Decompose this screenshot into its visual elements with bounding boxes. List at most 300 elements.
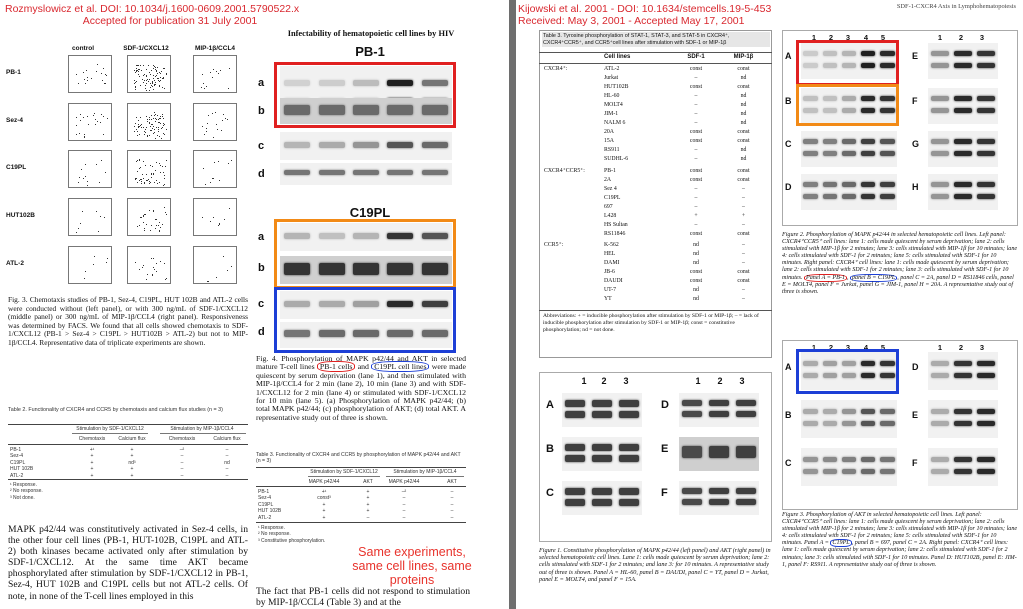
facs-dot: [154, 129, 155, 130]
facs-dot: [97, 121, 98, 122]
blot-band: [682, 411, 702, 417]
facs-plot: [68, 55, 112, 93]
blot-band: [592, 488, 612, 495]
left-table3-value: +: [322, 508, 326, 515]
figure3-panel-letter: B: [785, 410, 792, 420]
stat-table-mip-value: const: [737, 138, 750, 144]
left-table3-title: Table 3. Functionality of CXCR4 and CCR5 by phosphorylation of MAPK p42/44 and AKT (n = 3): [256, 452, 461, 465]
facs-dot: [144, 74, 145, 75]
facs-dot: [136, 129, 137, 130]
left-table3-value: –: [450, 501, 454, 508]
facs-plot: [193, 150, 237, 188]
facs-dot: [146, 83, 147, 84]
fig4-lane-letter: a: [258, 231, 265, 243]
facs-dot: [146, 69, 147, 70]
facs-dot: [155, 76, 156, 77]
facs-dot: [103, 68, 104, 69]
left-table3-value: +: [366, 495, 370, 502]
facs-dot: [156, 180, 157, 181]
facs-dot: [202, 126, 203, 127]
blot-band: [861, 457, 876, 462]
table2-cell-line: HUT 102B: [10, 466, 34, 473]
blot-band: [977, 63, 995, 68]
highlight-blue-c19pl-akt: [274, 287, 456, 353]
blot-band: [709, 446, 729, 458]
facs-plot: [68, 246, 112, 284]
blot-band: [353, 170, 379, 175]
facs-dot: [137, 135, 138, 136]
facs-dot: [156, 162, 157, 163]
blot-band: [861, 409, 876, 414]
facs-dot: [96, 71, 97, 72]
blot-band: [954, 139, 972, 144]
blot-band: [931, 51, 949, 56]
blot-band: [565, 400, 585, 407]
facs-dot: [144, 183, 145, 184]
stat-table-cell-line: JB-6: [604, 269, 615, 275]
facs-dot: [153, 173, 154, 174]
stat-table-header-sdf: SDF-1: [687, 54, 705, 60]
figure3-blot: [801, 448, 897, 486]
fig4-caption: [256, 355, 466, 422]
figure3-caption-lead: Figure 3. Phosphorylation of AKT in selected hematopoietic cell lines. Left panel: CXCR4⁺CCR5⁺ cell lines: lane 1: cells made quiescent by serum deprivation; lane 2: cells stimulated with MIP-1β for 2 minutes; lane 3: cells stimulated with MIP-1β for 10 minutes; lane 4: cells stimulated with SDF-1 for 2 minutes; lane 5: cells stimulated with SDF-1 for 10 minutes. Panel A =: [782, 512, 1018, 547]
facs-dot: [216, 124, 217, 125]
table2-value: –: [180, 466, 184, 473]
facs-dot: [154, 80, 155, 81]
facs-row-label: Sez-4: [6, 117, 23, 124]
stat-table-mip-value: –: [742, 260, 745, 266]
blot-band: [682, 488, 702, 494]
facs-dot: [105, 172, 106, 173]
facs-dot: [203, 83, 204, 84]
left-table3-cell-line: C19PL: [258, 501, 274, 508]
blot-band: [880, 409, 895, 414]
facs-dot: [231, 160, 232, 161]
stat-table-sdf-value: nd: [693, 296, 699, 302]
left-citation: Rozmyslowicz et al. DOI: 10.1034/j.1600-0609.2001.5790522.x: [5, 3, 300, 15]
facs-dot: [156, 271, 157, 272]
facs-dot: [228, 88, 229, 89]
blot-band: [880, 194, 895, 199]
facs-dot: [149, 72, 150, 73]
figure3-lane-number: 2: [958, 343, 964, 352]
figure2-lane-number: 4: [863, 33, 869, 42]
blot-band: [619, 400, 639, 407]
facs-dot: [136, 161, 137, 162]
blot-band: [861, 182, 876, 187]
blot-band: [592, 455, 612, 462]
table2-value: –: [225, 472, 229, 479]
blot-band: [387, 170, 413, 175]
facs-dot: [219, 223, 220, 224]
facs-dot: [162, 87, 163, 88]
stat-table-mip-value: const: [737, 66, 750, 72]
table2-cell-line: PB-1: [10, 447, 22, 453]
facs-dot: [155, 138, 156, 139]
figure3-lane-number: 1: [937, 343, 943, 352]
blot-band: [284, 170, 310, 175]
blot-band: [592, 499, 612, 506]
facs-dot: [97, 64, 98, 65]
facs-dot: [87, 185, 88, 186]
stat-table-cell-line: C19PL: [604, 194, 621, 201]
facs-dot: [153, 126, 154, 127]
facs-dot: [137, 226, 138, 227]
facs-dot: [76, 117, 77, 118]
facs-dot: [146, 127, 147, 128]
facs-dot: [87, 116, 88, 117]
stat-table-cell-line: PB-1: [604, 167, 616, 174]
facs-dot: [135, 82, 136, 83]
left-table3-footnote: ¹ Response.: [258, 525, 285, 531]
figure2-caption-lead: Figure 2. Phosphorylation of MAPK p42/44 in selected hematopoietic cell lines. Left panel: CXCR4⁺CCR5⁺ cell lines: lane 1: cells made quiescent by serum deprivation; lane 2: cells stimulated with MIP-1β for 2 minutes; lane 3: cells stimulated with MIP-1β for 10 minutes; lane 4: cells stimulated with SDF-1 for 2 minutes; lane 5: cells stimulated with SDF-1 for 10 minutes. Right panel: CXCR4⁺ cell lines: lane 1: cells made quiescent by serum deprivation; lane 2: cells stimulated with SDF-1 for 2 minutes; lane 3: cells stimulated with SDF-1 for 10 minutes.: [782, 232, 1018, 281]
facs-dot: [159, 182, 160, 183]
stat-table-cell-line: ATL-2: [604, 66, 620, 72]
blot-band: [803, 457, 818, 462]
blot-band: [931, 373, 949, 378]
table2-subheader: Calcium flux: [118, 436, 146, 442]
oval-fig2-panel-a: Panel A = PB-1: [806, 274, 845, 281]
facs-dot: [156, 219, 157, 220]
oval-pb1-cells: PB-1 cells: [317, 361, 356, 372]
facs-dot: [214, 162, 215, 163]
facs-dot: [210, 221, 211, 222]
facs-dot: [162, 114, 163, 115]
facs-dot: [153, 118, 154, 119]
blot-band: [954, 361, 972, 366]
blot-band: [842, 151, 857, 156]
blot-band: [709, 400, 729, 406]
facs-dot: [141, 124, 142, 125]
facs-dot: [84, 137, 85, 138]
stat-table-sdf-value: nd: [693, 251, 699, 257]
facs-dot: [142, 174, 143, 175]
figure3-lane-number: 4: [863, 343, 869, 352]
figure3-blot: [928, 448, 998, 486]
facs-dot: [151, 174, 152, 175]
stat-table-sdf-value: –: [694, 221, 698, 228]
left-table3-footnote: ³ Constitutive phosphorylation.: [258, 537, 326, 544]
stat-table-mip-value: –: [742, 287, 745, 293]
facs-row-label: ATL-2: [6, 260, 24, 267]
facs-dot: [166, 129, 167, 130]
right-citation: Kijowski et al. 2001 - DOI: 10.1634/stemcells.19-5-453: [518, 3, 772, 15]
facs-dot: [143, 75, 144, 76]
facs-dot: [210, 182, 211, 183]
stat-table-mip-value: const: [737, 84, 750, 90]
facs-dot: [137, 65, 138, 66]
stat-table-sdf-value: const: [689, 138, 703, 144]
stat-table-mip-value: const: [737, 129, 750, 135]
facs-dot: [157, 135, 158, 136]
facs-dot: [84, 79, 85, 80]
fig4-caption-and: and: [357, 362, 369, 372]
table2-value: +: [90, 472, 94, 479]
facs-dot: [154, 269, 155, 270]
figure3-caption: [782, 512, 1018, 569]
facs-dot: [94, 256, 95, 257]
facs-dot: [204, 134, 205, 135]
facs-dot: [154, 115, 155, 116]
stat-table-mip-value: –: [742, 296, 745, 302]
fig3-caption: Fig. 3. Chemotaxis studies of PB-1, Sez-4, C19PL, HUT 102B and ATL-2 cells were conducted without (left panel), or with 300 ng/mL of SDF-1/CXCL12 (middle panel) or 300 ng/mL of MIP-1β/CCL4 (right panel). Responsiveness was determined by FACS. We found that all cells showed chemotaxis to SDF-1/CXCL12 (PB-1 > Sez-4 > C19PL > HUT102B > ATL-2) but not to MIP-1β/CCL4. Representative data of triplicate experiments are shown.: [8, 295, 248, 347]
figure1-blot: [562, 481, 642, 515]
blot-band: [565, 488, 585, 495]
facs-dot: [156, 263, 157, 264]
table2-value: +: [130, 453, 134, 460]
facs-dot: [210, 72, 211, 73]
facs-dot: [155, 121, 156, 122]
figure2-lane-number: 3: [979, 33, 985, 42]
facs-dot: [146, 116, 147, 117]
facs-dot: [83, 72, 84, 73]
facs-dot: [164, 134, 165, 135]
stat-table-mip-value: +: [741, 212, 746, 219]
facs-plot: [68, 150, 112, 188]
blot-band: [736, 488, 756, 494]
facs-dot: [135, 87, 136, 88]
blot-band: [284, 142, 310, 148]
blot-band: [861, 139, 876, 144]
facs-dot: [162, 78, 163, 79]
facs-dot: [158, 122, 159, 123]
facs-dot: [157, 115, 158, 116]
facs-dot: [141, 217, 142, 218]
facs-dot: [105, 83, 106, 84]
left-table3-value: –: [366, 514, 370, 521]
stat-table-header-cell-lines: Cell lines: [604, 54, 631, 60]
figure2-lane-number: 1: [811, 33, 817, 42]
facs-dot: [160, 165, 161, 166]
left-table3-group-mip: Stimulation by MIP-1β/CCL4: [393, 469, 457, 475]
blot-band: [823, 139, 838, 144]
figure3-caption-tail: , panel B = 697, panel C = 2A. Right panel: CXCR4⁺ cell lines: lane 1: cells made quiescent by serum deprivation; lane 2: cells stimulated with SDF-1 for 2 minutes; lane 3: cells stimulated with SDF-1 for 10 minutes. Panel D: HUT102B, panel E: JIM-1, panel F: RS911. A representative study out of three is shown.: [782, 540, 1017, 568]
left-table3-value: +¹: [321, 489, 327, 495]
facs-dot: [150, 182, 151, 183]
facs-dot: [202, 74, 203, 75]
facs-dot: [166, 160, 167, 161]
facs-dot: [149, 210, 150, 211]
figure1-lane-number: 1: [581, 376, 587, 386]
facs-dot: [103, 116, 104, 117]
facs-dot: [134, 126, 135, 127]
facs-dot: [228, 163, 229, 164]
facs-dot: [76, 134, 77, 135]
figure3-lane-number: 3: [845, 343, 851, 352]
blot-band: [977, 108, 995, 113]
facs-dot: [145, 85, 146, 86]
facs-dot: [152, 128, 153, 129]
stat-table-header-mip: MIP-1β: [733, 54, 754, 60]
blot-band: [682, 446, 702, 458]
blot-band: [842, 182, 857, 187]
stat-table-cell-line: 697: [604, 203, 613, 210]
left-table3-subheader: AKT: [363, 479, 373, 485]
figure3-blot: [801, 400, 897, 438]
facs-dot: [140, 65, 141, 66]
facs-dot: [138, 120, 139, 121]
facs-dot: [148, 65, 149, 66]
highlight-orange-fig2-panel-b: [796, 84, 899, 126]
facs-dot: [143, 65, 144, 66]
blot-band: [682, 400, 702, 406]
facs-dot: [142, 267, 143, 268]
blot-band: [931, 108, 949, 113]
left-table3-footnote: ² No response.: [258, 531, 291, 538]
facs-dot: [213, 69, 214, 70]
annotation-same-experiments: Same experiments, same cell lines, same proteins: [352, 545, 472, 587]
table2-value: –: [180, 472, 184, 479]
results-body-text: MAPK p42/44 was constitutively activated in Sez-4 cells, in the other four cell lines (PB-1, HUT-102B, C19PL and ATL-2) both kinases became activated only after stimulation by SDF-1/CXCL12. At the same time AKT became phosphorylated after stimulation by SDF-1/CXCL12 in PB-1, Sez-4, HUT 102B and C19PL cells but not ATL-2 cells. Of note, in none of the T-cell lines employed in this: [8, 524, 248, 602]
facs-dot: [159, 231, 160, 232]
c19pl-blot-label: C19PL: [349, 205, 391, 220]
blot-band: [954, 409, 972, 414]
facs-dot: [135, 89, 136, 90]
facs-dot: [145, 132, 146, 133]
facs-dot: [166, 214, 167, 215]
facs-dot: [136, 70, 137, 71]
facs-dot: [227, 119, 228, 120]
figure2-blot: [801, 131, 897, 167]
stat-table-cell-line: DAUDI: [604, 278, 623, 284]
facs-dot: [152, 124, 153, 125]
stat-table-mip-value: –: [742, 242, 745, 248]
stat-table-sdf-value: +: [694, 212, 698, 219]
blot-band: [682, 499, 702, 505]
facs-dot: [159, 222, 160, 223]
blot-band: [954, 421, 972, 426]
facs-dot: [141, 183, 142, 184]
facs-dot: [150, 87, 151, 88]
facs-dot: [213, 178, 214, 179]
facs-dot: [144, 134, 145, 135]
facs-dot: [76, 74, 77, 75]
facs-dot: [147, 136, 148, 137]
fig4-caption-lead: Fig. 4. Phosphorylation of MAPK p42/44 and AKT in selected mature T-cell lines: [256, 354, 466, 372]
facs-plot: [193, 55, 237, 93]
facs-dot: [84, 278, 85, 279]
figure1-lane-number: 2: [717, 376, 723, 386]
facs-dot: [225, 118, 226, 119]
figure1-blot: [562, 393, 642, 427]
blot-band: [931, 421, 949, 426]
figure1-panel-letter: E: [661, 443, 669, 455]
facs-dot: [148, 81, 149, 82]
facs-dot: [140, 179, 141, 180]
facs-dot: [138, 127, 139, 128]
blot-band: [619, 444, 639, 451]
facs-dot: [139, 269, 140, 270]
stat-table-group-label: CCR5⁺:: [544, 242, 564, 248]
facs-dot: [153, 89, 154, 90]
blot-band: [619, 455, 639, 462]
blot-band: [803, 469, 818, 474]
highlight-red-fig2-panel-a: [796, 40, 899, 86]
facs-dot: [218, 225, 219, 226]
left-table3-subheader: MAPK p42/44: [308, 479, 340, 485]
facs-dot: [100, 122, 101, 123]
stat-table-mip-value: const: [737, 278, 750, 284]
fig4-lane-letter: d: [258, 326, 265, 338]
facs-dot: [159, 136, 160, 137]
facs-dot: [217, 129, 218, 130]
facs-dot: [136, 71, 137, 72]
facs-dot: [159, 85, 160, 86]
facs-dot: [203, 168, 204, 169]
stat-table-abbreviations: Abbreviations: + = inducible phosphorylation after stimulation by SDF-1 or MIP-1β; – = lack of inducible phosphorylation after stimulation by SDF-1 or MIP-1β; const = constitutive phosphorylation; nd = not done.: [543, 313, 759, 333]
facs-dot: [82, 211, 83, 212]
facs-dot: [206, 131, 207, 132]
facs-dot: [100, 216, 101, 217]
blot-band: [823, 457, 838, 462]
facs-dot: [145, 129, 146, 130]
stat-table-mip-value: const: [737, 167, 750, 174]
facs-dot: [151, 177, 152, 178]
facs-dot: [153, 65, 154, 66]
facs-dot: [163, 185, 164, 186]
facs-plot: [127, 198, 171, 236]
figure1-blot: [562, 437, 642, 471]
stat-table-cell-line: SUDHL-6: [604, 156, 629, 162]
blot-band: [736, 400, 756, 406]
left-accepted-date: Accepted for publication 31 July 2001: [82, 15, 258, 27]
facs-dot: [206, 128, 207, 129]
blot-band: [422, 142, 448, 148]
blot-band: [977, 194, 995, 199]
facs-dot: [84, 134, 85, 135]
stat-table-cell-line: DAMI: [604, 260, 620, 266]
facs-dot: [218, 73, 219, 74]
blot-band: [619, 499, 639, 506]
facs-dot: [145, 214, 146, 215]
facs-dot: [147, 274, 148, 275]
facs-dot: [164, 175, 165, 176]
figure2-lane-number: 2: [958, 33, 964, 42]
facs-dot: [162, 127, 163, 128]
facs-dot: [78, 182, 79, 183]
blot-band: [931, 457, 949, 462]
blot-band: [977, 373, 995, 378]
blot-band: [954, 63, 972, 68]
stat-table-cell-line: HL-60: [604, 93, 620, 99]
facs-dot: [145, 165, 146, 166]
facs-dot: [151, 258, 152, 259]
stat-table-sdf-value: –: [694, 194, 698, 201]
facs-dot: [216, 277, 217, 278]
facs-dot: [146, 224, 147, 225]
blot-band: [931, 469, 949, 474]
figure2-panel-letter: C: [785, 139, 792, 149]
table2-subheader: Chemotaxis: [168, 436, 196, 442]
facs-dot: [157, 67, 158, 68]
left-table3-cell-line: HUT 102B: [258, 508, 282, 515]
facs-dot: [153, 75, 154, 76]
facs-dot: [221, 130, 222, 131]
table2-subheader: Chemotaxis: [78, 436, 106, 442]
stat-table-sdf-value: –: [694, 120, 698, 126]
blot-band: [803, 409, 818, 414]
left-table3-value: –: [402, 501, 406, 508]
facs-dot: [202, 217, 203, 218]
facs-dot: [101, 73, 102, 74]
table2-group-sdf: Stimulation by SDF-1/CXCL12: [76, 426, 144, 432]
facs-plot: [127, 103, 171, 141]
blot-band: [954, 96, 972, 101]
figure2-blot: [928, 131, 998, 167]
facs-dot: [162, 224, 163, 225]
figure1-lane-number: 2: [601, 376, 607, 386]
facs-dot: [166, 278, 167, 279]
